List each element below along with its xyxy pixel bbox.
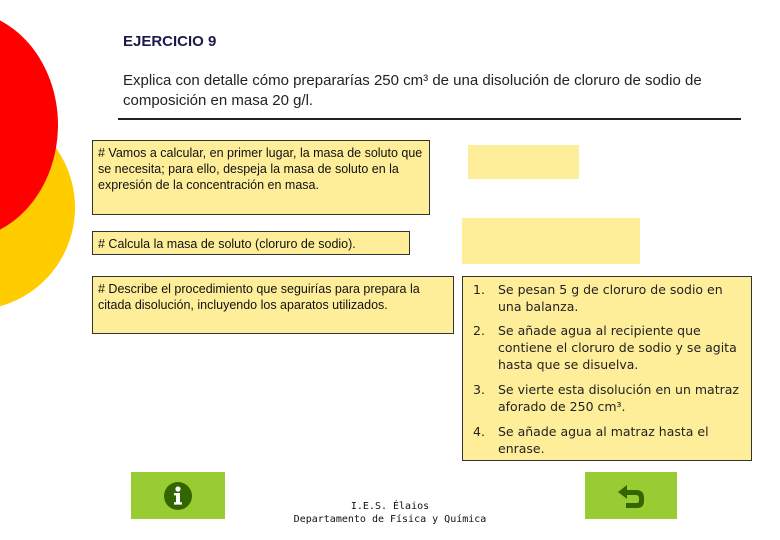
footer-school: I.E.S. Élaios <box>350 501 430 512</box>
return-button[interactable] <box>585 472 677 519</box>
divider-line <box>118 118 741 120</box>
info-icon <box>163 481 193 511</box>
step-text: Se añade agua al recipiente que contiene el cloruro de sodio y se agita hasta que se disuelva. <box>498 323 737 372</box>
procedure-steps-box <box>462 276 752 461</box>
step-number: 2. <box>473 323 485 338</box>
step-number: 1. <box>473 282 485 297</box>
prompt-describe-procedure[interactable]: # Describe el procedimiento que seguirías para prepara la citada disolución, incluyendo los aparatos utilizados. <box>92 276 454 334</box>
answer-slot-mass[interactable] <box>462 218 640 264</box>
return-arrow-icon <box>614 481 648 511</box>
info-button[interactable] <box>131 472 225 519</box>
step-item <box>473 423 743 457</box>
step-text: Se vierte esta disolución en un matraz aforado de 250 cm³. <box>498 382 739 414</box>
prompt-calculate-mass[interactable]: # Calcula la masa de soluto (cloruro de sodio). <box>92 231 410 255</box>
answer-slot-formula[interactable] <box>468 145 579 179</box>
step-item <box>473 322 743 373</box>
step-number: 3. <box>473 382 485 397</box>
prompt-mass-formula[interactable]: # Vamos a calcular, en primer lugar, la masa de soluto que se necesita; para ello, despeja la masa de soluto en la expresión de la concentración en masa. <box>92 140 430 215</box>
step-text: Se añade agua al matraz hasta el enrase. <box>498 424 709 456</box>
step-item <box>473 381 743 415</box>
step-number: 4. <box>473 424 485 439</box>
step-text: Se pesan 5 g de cloruro de sodio en una balanza. <box>498 282 723 314</box>
exercise-title: EJERCICIO 9 <box>123 33 217 50</box>
step-item <box>473 281 743 315</box>
footer-department: Departamento de Física y Química <box>293 514 487 525</box>
footer-credits <box>270 500 510 526</box>
exercise-statement: Explica con detalle cómo prepararías 250 cm³ de una disolución de cloruro de sodio de composición en masa 20 g/l. <box>123 72 702 109</box>
